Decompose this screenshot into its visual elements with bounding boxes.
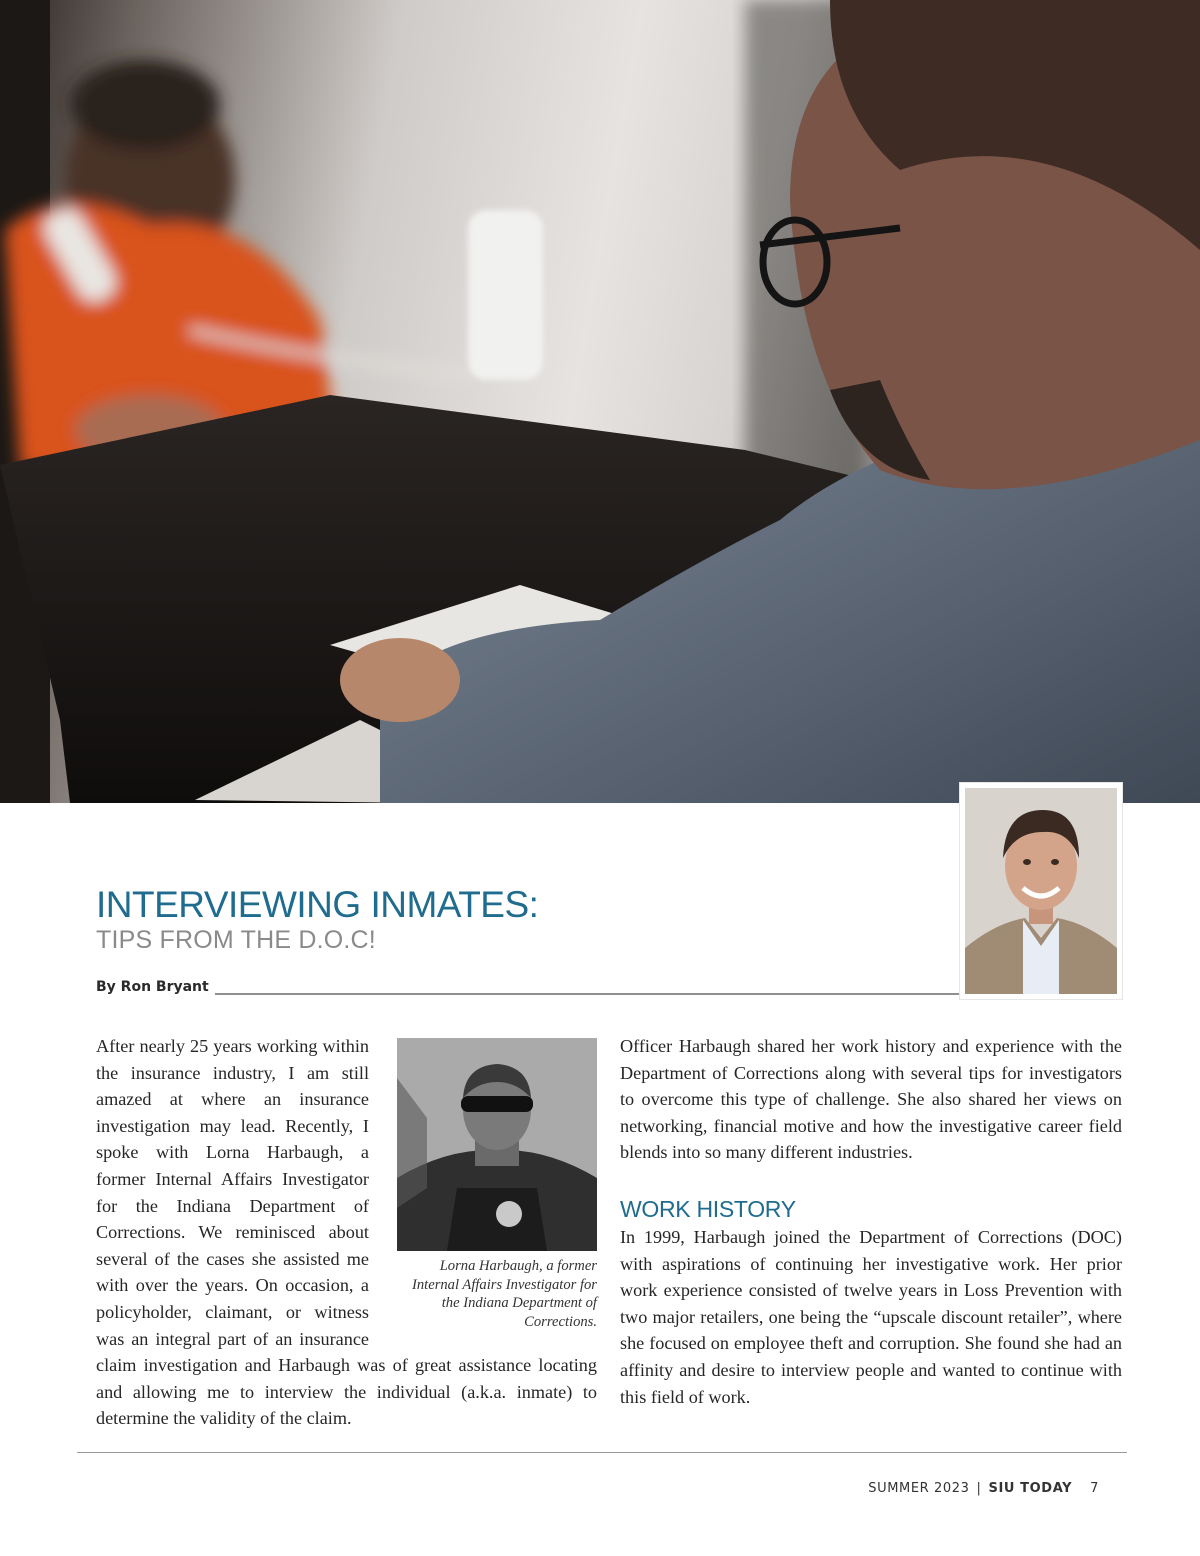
- footer-separator: |: [976, 1481, 982, 1496]
- figure: [397, 1038, 597, 1331]
- work-history-paragraph: In 1999, Harbaugh joined the Department of Corrections (DOC) with aspirations of continuing her investigative work. Her prior work experience consisted of twelve years in Loss Prevention with two major retailers, one being the “upscale discount retailer”, where she focused on employee theft and corruption. She found she had an affinity and desire to interview people and wanted to continue with this field of work.: [620, 1226, 1122, 1407]
- byline-rule: [215, 993, 959, 995]
- footer-rule: [77, 1452, 1127, 1453]
- author-portrait-illustration: [965, 788, 1117, 994]
- figure-photo-illustration: [397, 1038, 597, 1251]
- article-subtitle: TIPS FROM THE D.O.C!: [96, 926, 376, 954]
- page-number: 7: [1090, 1481, 1099, 1496]
- footer-magazine: SIU TODAY: [988, 1481, 1073, 1496]
- second-paragraph: Officer Harbaugh shared her work history and experience with the Department of Corrections along with several tips for investigators to overcome this type of challenge. She also shared her views on networking, financial motive and how the investigative career field blends into so many different industries.: [620, 1036, 1122, 1163]
- page-footer: [868, 1481, 1099, 1496]
- byline: By Ron Bryant: [96, 979, 209, 995]
- article-title: INTERVIEWING INMATES:: [96, 884, 539, 925]
- section-heading-work-history: WORK HISTORY: [620, 1195, 796, 1222]
- intro-paragraph: After nearly 25 years working within the insurance industry, I am still amazed at where an insurance investigation may lead. Recently, I spoke with Lorna Harbaugh, a former Internal Affairs Investigator for the Indiana Department of Corrections. We reminisced about several of the cases she assisted me with over the years. On occasion, a policyholder, claimant, or witness was an integral part of an insurance claim investigation and Harbaugh was of great assistance locating and allowing me to interview the individual (a.k.a. inmate) to determine the validity of the claim.: [96, 1036, 597, 1429]
- footer-issue: SUMMER 2023: [868, 1481, 970, 1496]
- right-column: [620, 1033, 1122, 1410]
- figure-photo: [397, 1038, 597, 1251]
- figure-caption: Lorna Harbaugh, a former Internal Affairs Investigator for the Indiana Department of Corrections.: [412, 1258, 597, 1330]
- left-column: [96, 1033, 597, 1432]
- author-portrait: [960, 783, 1122, 999]
